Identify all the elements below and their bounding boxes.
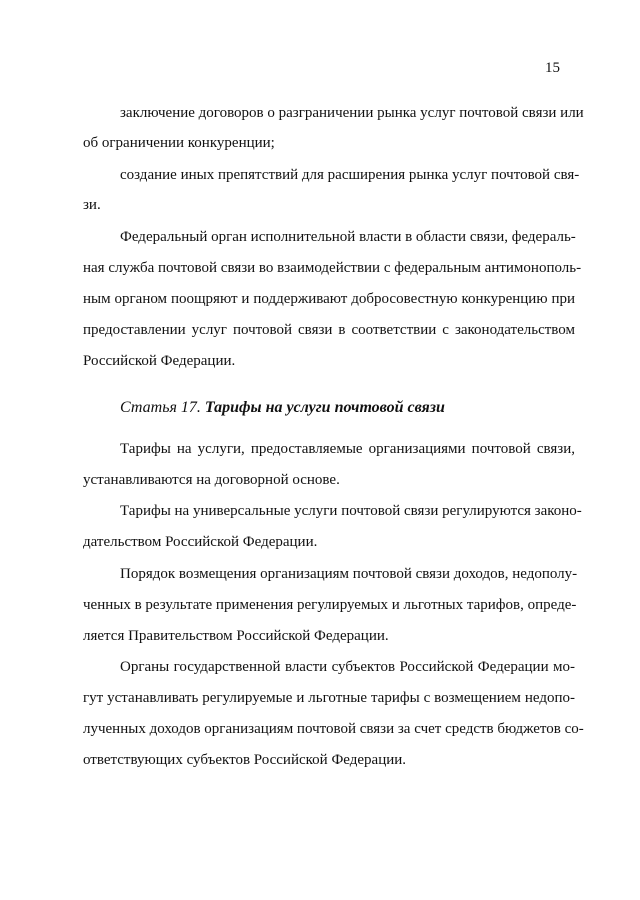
paragraph-line: дательством Российской Федерации.: [83, 534, 318, 550]
paragraph-line: Органы государственной власти субъектов Российской Федерации мо-: [120, 659, 575, 675]
paragraph-line: ответствующих субъектов Российской Федерации.: [83, 752, 407, 768]
paragraph-line: Порядок возмещения организациям почтовой связи доходов, недополу-: [120, 566, 578, 582]
paragraph-line: Тарифы на услуги, предоставляемые организациями почтовой связи,: [120, 441, 575, 457]
article-number: Статья 17.: [120, 399, 201, 416]
paragraph-line: гут устанавливать регулируемые и льготные тарифы с возмещением недопо-: [83, 690, 575, 706]
paragraph-line: Российской Федерации.: [83, 353, 236, 369]
paragraph-line: заключение договоров о разграничении рынка услуг почтовой связи или: [120, 105, 584, 121]
paragraph-line: ная служба почтовой связи во взаимодействии с федеральным антимонополь-: [83, 260, 582, 276]
paragraph-line: ченных в результате применения регулируемых и льготных тарифов, опреде-: [83, 597, 577, 613]
paragraph-line: ляется Правительством Российской Федерации.: [83, 628, 389, 644]
paragraph-line: Федеральный орган исполнительной власти в области связи, федераль-: [120, 229, 576, 245]
paragraph-line: создание иных препятствий для расширения рынка услуг почтовой свя-: [120, 167, 580, 183]
paragraph-line: об ограничении конкуренции;: [83, 135, 275, 151]
paragraph-line: Тарифы на универсальные услуги почтовой связи регулируются законо-: [120, 503, 582, 519]
paragraph-line: лученных доходов организациям почтовой связи за счет средств бюджетов со-: [83, 721, 584, 737]
paragraph-line: устанавливаются на договорной основе.: [83, 472, 340, 488]
paragraph-line: зи.: [83, 197, 101, 213]
article-title: Тарифы на услуги почтовой связи: [204, 399, 445, 416]
paragraph-line: ным органом поощряют и поддерживают добросовестную конкуренцию при: [83, 291, 575, 307]
paragraph-line: предоставлении услуг почтовой связи в соответствии с законодательством: [83, 322, 575, 338]
page-number: 15: [545, 60, 560, 76]
article-heading: [120, 398, 445, 418]
